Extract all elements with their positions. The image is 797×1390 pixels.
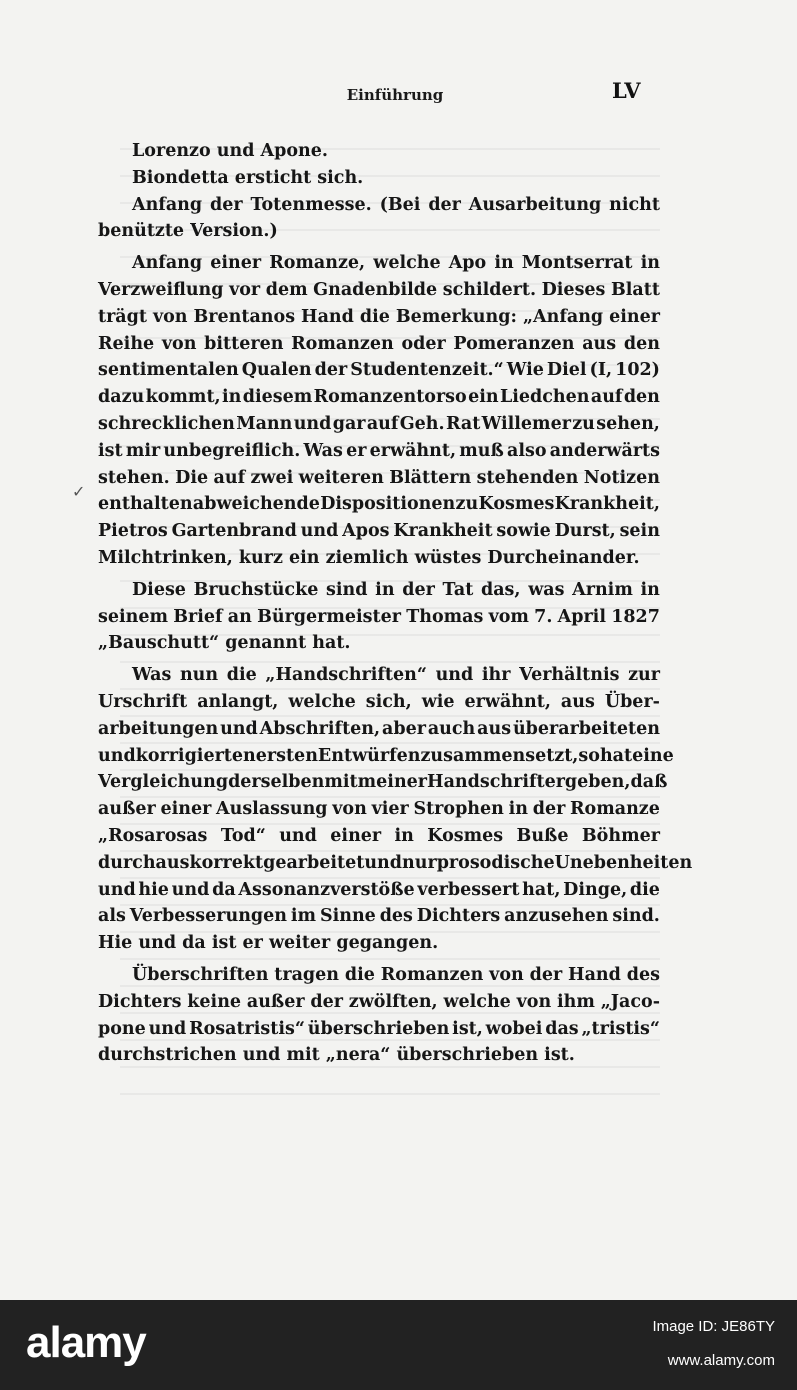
word: diesem	[242, 387, 313, 408]
word: zu	[455, 494, 479, 515]
word: eine	[632, 745, 674, 766]
word: April	[557, 606, 606, 627]
text-line	[98, 903, 660, 930]
word: was	[528, 579, 565, 600]
word: seinem	[98, 606, 169, 627]
word: anderwärts	[549, 440, 660, 461]
text-line: Hie und da ist er weiter gegangen.	[98, 933, 439, 954]
running-title: Einführung	[346, 86, 444, 104]
word: an	[227, 606, 252, 627]
word: zwölften,	[348, 991, 438, 1012]
word: Anfang	[132, 194, 203, 215]
word: als	[98, 906, 126, 927]
word: Liedchen	[499, 387, 590, 408]
word: sowie	[496, 521, 551, 542]
word: Auslassung	[216, 799, 328, 820]
word: dazu	[98, 387, 145, 408]
word: gearbeitet	[263, 852, 365, 873]
word: prosodische	[436, 852, 555, 873]
text-line	[98, 277, 660, 304]
word: Apos	[342, 521, 390, 542]
word: Krankheit	[393, 521, 493, 542]
word: des	[626, 964, 660, 985]
word: der	[529, 964, 563, 985]
text-line	[98, 796, 660, 823]
word: Tod“	[220, 825, 266, 846]
word: welche	[288, 691, 356, 712]
image-id: Image ID: JE86TY	[652, 1318, 775, 1335]
word: Brief	[173, 606, 223, 627]
word: vor	[229, 279, 261, 300]
word: sein	[619, 521, 660, 542]
text-line	[98, 192, 660, 219]
word: aus	[582, 333, 617, 354]
word: Romanzen	[291, 333, 394, 354]
text-line: Biondetta ersticht sich.	[132, 167, 364, 188]
word: Willemer	[481, 413, 571, 434]
word: Pomeranzen	[453, 333, 575, 354]
word: überschrieben	[307, 1018, 450, 1039]
word: ihr	[481, 665, 511, 686]
text-line	[98, 384, 660, 411]
word: Romanzentorso	[313, 387, 467, 408]
word: vom	[488, 606, 529, 627]
word: ein	[468, 387, 499, 408]
word: der	[428, 194, 461, 215]
text-line	[98, 662, 660, 689]
word: der	[310, 991, 343, 1012]
word: Mann	[236, 413, 293, 434]
word: Brentanos	[193, 306, 296, 327]
word: bitteren	[204, 333, 284, 354]
word: ergeben,	[544, 772, 631, 793]
text-line	[98, 438, 660, 465]
text-line	[98, 877, 660, 904]
word: 7.	[534, 606, 553, 627]
word: unbegreiflich.	[163, 440, 301, 461]
word: nun	[179, 665, 219, 686]
text-line	[98, 465, 660, 492]
word: Studentenzeit.“	[350, 360, 504, 381]
word: Verzweiflung	[98, 279, 224, 300]
word: das	[545, 1018, 579, 1039]
word: Überschriften	[132, 964, 269, 985]
word: Die	[175, 467, 209, 488]
word: „Rosarosas	[98, 825, 208, 846]
word: Durst,	[554, 521, 616, 542]
word: und	[98, 879, 136, 900]
text-line	[98, 962, 660, 989]
word: Romanzen	[380, 964, 484, 985]
word: abweichende	[192, 494, 320, 515]
word: Urschrift	[98, 691, 188, 712]
word: die	[359, 306, 390, 327]
word: den	[623, 387, 660, 408]
word: Handschrift	[427, 772, 545, 793]
word: Verbesserungen	[129, 906, 288, 927]
watermark-footer	[0, 1300, 797, 1390]
word: aus	[477, 718, 512, 739]
word: schildert.	[442, 279, 537, 300]
word: zusammensetzt,	[420, 745, 579, 766]
word: Gartenbrand	[171, 521, 297, 542]
word: „Jaco-	[600, 991, 660, 1012]
word: Hand	[301, 306, 354, 327]
text-line	[98, 850, 693, 877]
word: korrekt	[189, 852, 264, 873]
word: hat,	[522, 879, 561, 900]
word: welche	[373, 253, 441, 274]
text-line: Lorenzo und Apone.	[132, 141, 328, 161]
word: im	[290, 906, 317, 927]
word: stehenden	[476, 467, 579, 488]
word: hat	[599, 745, 633, 766]
word: zu	[572, 413, 595, 434]
word: und	[171, 879, 210, 900]
word: anlangt,	[197, 691, 279, 712]
word: und	[435, 665, 474, 686]
word: Gnadenbilde	[313, 279, 438, 300]
word: sich,	[365, 691, 412, 712]
page-number: LV	[612, 78, 641, 103]
word: schrecklichen	[98, 413, 235, 434]
word: der	[532, 799, 566, 820]
word: Diese	[132, 579, 186, 600]
word: 102)	[615, 360, 660, 381]
word: stehen.	[98, 467, 170, 488]
word: in	[640, 253, 660, 274]
margin-pencil-mark: ✓	[72, 482, 86, 501]
word: einer	[330, 825, 382, 846]
word: und	[293, 413, 332, 434]
word: Tat	[442, 579, 474, 600]
word: wobei	[485, 1018, 543, 1039]
word: enthalten	[98, 494, 193, 515]
text-line	[98, 716, 660, 743]
text-line	[98, 769, 668, 796]
word: auf	[366, 413, 399, 434]
word: so	[578, 745, 600, 766]
word: zur	[628, 665, 660, 686]
word: in	[640, 579, 660, 600]
word: außer	[246, 991, 305, 1012]
word: Geh.	[399, 413, 445, 434]
word: in	[508, 799, 528, 820]
word: ist,	[452, 1018, 483, 1039]
word: sentimentalen	[98, 360, 239, 381]
word: Rosatristis“	[189, 1018, 305, 1039]
word: Unebenheiten	[554, 852, 693, 873]
word: überarbeiteten	[512, 718, 660, 739]
word: und	[300, 521, 339, 542]
word: sind	[326, 579, 368, 600]
word: also	[507, 440, 547, 461]
text-line	[98, 577, 660, 604]
word: Dispositionen	[320, 494, 456, 515]
word: von	[332, 799, 367, 820]
word: Dichters	[98, 991, 182, 1012]
word: Bemerkung:	[395, 306, 517, 327]
word: Montserrat	[521, 253, 633, 274]
word: „Handschriften“	[265, 665, 427, 686]
word: ist	[98, 440, 123, 461]
word: Kosmes	[427, 825, 504, 846]
word: Entwürfen	[317, 745, 421, 766]
text-line: Milchtrinken, kurz ein ziemlich wüstes Durcheinander.	[98, 547, 640, 568]
alamy-logo: alamy	[26, 1318, 146, 1367]
word: sind.	[612, 906, 660, 927]
text-line	[98, 304, 660, 331]
word: mit	[324, 772, 358, 793]
word: von	[516, 991, 552, 1012]
word: die	[344, 964, 375, 985]
word: Romanze,	[269, 253, 366, 274]
text-line	[98, 989, 660, 1016]
text-line	[98, 411, 660, 438]
word: aus	[560, 691, 595, 712]
word: wie	[421, 691, 455, 712]
word: auf	[590, 387, 623, 408]
word: „tristis“	[581, 1018, 660, 1039]
word: Romanze	[570, 799, 660, 820]
word: die	[226, 665, 257, 686]
word: derselben	[228, 772, 325, 793]
word: Bruchstücke	[193, 579, 319, 600]
word: Thomas	[406, 606, 484, 627]
word: und	[98, 745, 136, 766]
text-line	[98, 743, 674, 770]
word: in	[394, 825, 414, 846]
word: Vergleichung	[98, 772, 229, 793]
word: Wie	[506, 360, 544, 381]
word: erwähnt,	[369, 440, 457, 461]
word: der	[210, 194, 243, 215]
word: durchaus	[98, 852, 190, 873]
word: Pietros	[98, 521, 168, 542]
word: verbessert	[417, 879, 520, 900]
word: Kosmes	[478, 494, 555, 515]
word: von	[489, 964, 524, 985]
word: Apo	[448, 253, 487, 274]
word: und	[220, 718, 258, 739]
word: in	[375, 579, 395, 600]
word: Arnim	[572, 579, 633, 600]
text-line	[98, 604, 660, 631]
word: (Bei	[379, 194, 421, 215]
word: die	[629, 879, 660, 900]
word: Notizen	[583, 467, 660, 488]
word: arbeitungen	[98, 718, 219, 739]
word: erwähnt,	[464, 691, 551, 712]
word: Verhältnis	[519, 665, 620, 686]
word: zwei	[250, 467, 294, 488]
word: kommt,	[145, 387, 221, 408]
word: und	[148, 1018, 187, 1039]
body-text	[98, 138, 693, 1069]
text-line	[98, 491, 660, 518]
word: nicht	[609, 194, 660, 215]
word: daß	[630, 772, 668, 793]
word: mir	[125, 440, 161, 461]
word: der	[314, 360, 348, 381]
word: korrigierten	[135, 745, 256, 766]
word: außer	[98, 799, 156, 820]
word: hie	[138, 879, 169, 900]
word: anzusehen	[504, 906, 609, 927]
word: er	[346, 440, 367, 461]
word: (I,	[589, 360, 613, 381]
word: meiner	[357, 772, 428, 793]
word: tragen	[274, 964, 340, 985]
word: Was	[132, 665, 172, 686]
word: vier	[371, 799, 409, 820]
word: weiteren	[298, 467, 384, 488]
word: Qualen	[241, 360, 312, 381]
word: 1827	[611, 606, 660, 627]
text-line	[98, 823, 660, 850]
word: Reihe	[98, 333, 155, 354]
word: Assonanzverstöße	[238, 879, 415, 900]
text-line	[98, 1016, 660, 1043]
word: in	[221, 387, 242, 408]
word: aber	[382, 718, 426, 739]
word: gar	[332, 413, 366, 434]
word: trägt	[98, 306, 147, 327]
word: Hand	[568, 964, 621, 985]
word: Rat	[445, 413, 481, 434]
word: „Anfang	[522, 306, 604, 327]
word: auch	[427, 718, 476, 739]
word: Blatt	[610, 279, 660, 300]
word: ersten	[255, 745, 318, 766]
word: des	[379, 906, 413, 927]
word: Krankheit,	[554, 494, 660, 515]
word: ihm	[557, 991, 595, 1012]
word: einer	[609, 306, 660, 327]
word: und	[279, 825, 317, 846]
word: Anfang	[132, 253, 203, 274]
word: Dichters	[416, 906, 501, 927]
text-line	[98, 357, 660, 384]
word: Bürgermeister	[257, 606, 401, 627]
word: den	[623, 333, 660, 354]
word: der	[402, 579, 435, 600]
word: Diel	[546, 360, 587, 381]
word: muß	[459, 440, 504, 461]
word: sehen,	[596, 413, 660, 434]
word: von	[161, 333, 197, 354]
word: Abschriften,	[259, 718, 381, 739]
word: Totenmesse.	[250, 194, 372, 215]
word: welche	[443, 991, 511, 1012]
text-line	[98, 250, 660, 277]
word: nur	[402, 852, 437, 873]
word: Dieses	[541, 279, 606, 300]
word: in	[494, 253, 514, 274]
text-line	[98, 689, 660, 716]
word: einer	[160, 799, 212, 820]
text-line	[98, 518, 660, 545]
word: Ausarbeitung	[468, 194, 602, 215]
text-line: benützte Version.)	[98, 221, 278, 242]
word: keine	[187, 991, 242, 1012]
word: pone	[98, 1018, 146, 1039]
word: Böhmer	[581, 825, 660, 846]
text-line: durchstrichen und mit „nera“ überschrieben ist.	[98, 1045, 575, 1066]
word: das,	[480, 579, 521, 600]
word: einer	[210, 253, 262, 274]
word: auf	[213, 467, 246, 488]
word: Strophen	[413, 799, 504, 820]
word: Was	[303, 440, 343, 461]
word: Buße	[516, 825, 569, 846]
word: Blättern	[389, 467, 472, 488]
word: und	[364, 852, 403, 873]
word: dem	[265, 279, 308, 300]
word: Über-	[604, 691, 660, 712]
word: oder	[401, 333, 446, 354]
word: Dinge,	[563, 879, 628, 900]
word: Sinne	[319, 906, 376, 927]
word: da	[212, 879, 236, 900]
site-url[interactable]: www.alamy.com	[667, 1352, 775, 1369]
running-header	[0, 78, 797, 108]
text-line: „Bauschutt“ genannt hat.	[98, 633, 351, 654]
text-line	[98, 331, 660, 358]
word: von	[152, 306, 188, 327]
